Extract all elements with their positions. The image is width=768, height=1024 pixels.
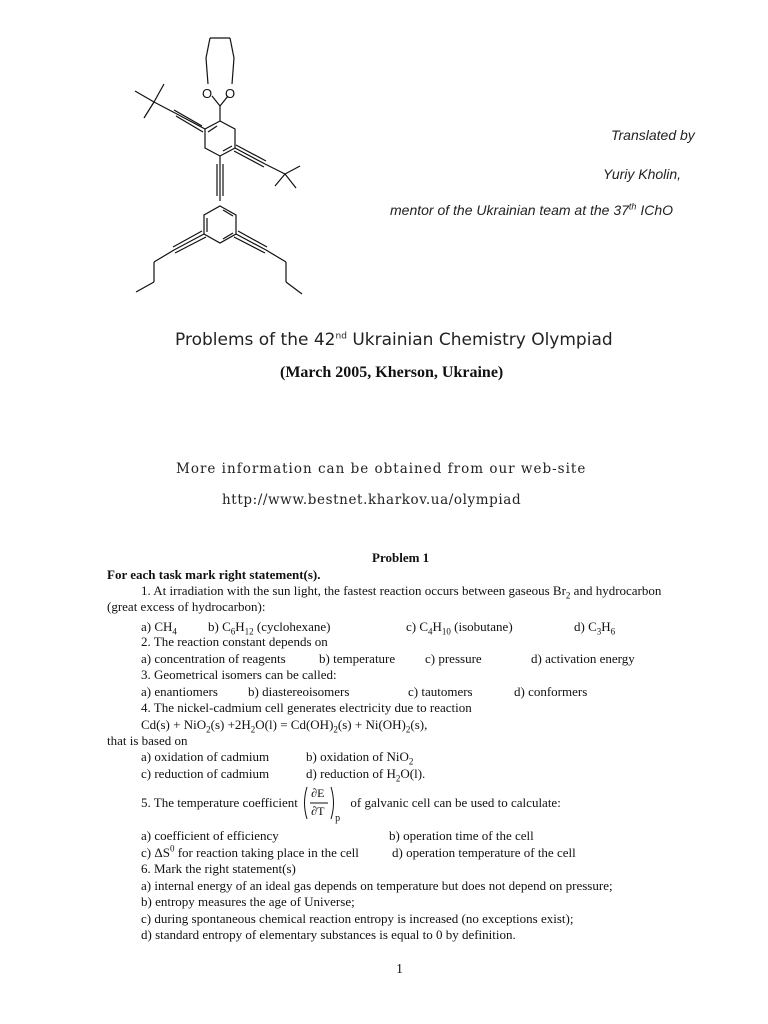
q1-option-b[interactable]: b) $C_6H_{12}$ (cyclohexane) <box>208 619 331 637</box>
website-url[interactable]: http://www.bestnet.kharkov.ua/olympiad <box>222 492 522 508</box>
page-subtitle: (March 2005, Kherson, Ukraine) <box>280 364 504 381</box>
q1-option-a[interactable]: a) $CH_4$ <box>141 619 177 637</box>
q3-option-d[interactable]: d) conformers <box>514 684 588 699</box>
page-number: 1 <box>396 962 403 977</box>
problem-instruction: For each task mark right statement(s). <box>107 567 321 582</box>
q3-stem: 3. Geometrical isomers can be called: <box>141 667 337 682</box>
q4-option-d[interactable]: d) reduction of $H_2O(l)$. <box>306 766 426 784</box>
page-title: Problems of the 42nd Ukrainian Chemistry Olympiad <box>175 330 613 350</box>
q5-option-a[interactable]: a) coefficient of efficiency <box>141 828 279 843</box>
q5-option-d[interactable]: d) operation temperature of the cell <box>392 845 576 860</box>
mentor-line: mentor of the Ukrainian team at the 37th IChO <box>390 201 674 218</box>
q3-option-a[interactable]: a) enantiomers <box>141 684 218 699</box>
q1-option-c[interactable]: c) $C_4H_{10}$ (isobutane) <box>406 619 513 637</box>
q6-option-c[interactable]: c) during spontaneous chemical reaction entropy is increased (no exceptions exist); <box>141 911 574 926</box>
translated-by-label: Translated by <box>611 127 695 143</box>
q2-option-b[interactable]: b) temperature <box>319 651 396 666</box>
molecule-structure-diagram <box>130 36 320 306</box>
more-info-text: More information can be obtained from our web-site <box>176 461 587 477</box>
q5-option-b[interactable]: b) operation time of the cell <box>389 828 534 843</box>
q1-stem: 1. At irradiation with the sun light, the fastest reaction occurs between gaseous $Br_2$ and hydrocarbon <box>141 583 662 601</box>
q3-option-b[interactable]: b) diastereoisomers <box>248 684 350 699</box>
q2-stem: 2. The reaction constant depends on <box>141 634 328 649</box>
oxygen-atom-label-2: O <box>225 86 236 101</box>
q3-option-c[interactable]: c) tautomers <box>408 684 473 699</box>
q6-option-b[interactable]: b) entropy measures the age of Universe; <box>141 894 355 909</box>
q4-based-on: that is based on <box>107 733 188 748</box>
q6-option-a[interactable]: a) internal energy of an ideal gas depends on temperature but does not depend on pressure; <box>141 878 613 893</box>
oxygen-atom-label-1: O <box>202 86 213 101</box>
q4-stem: 4. The nickel-cadmium cell generates electricity due to reaction <box>141 700 472 715</box>
translator-name: Yuriy Kholin, <box>603 166 682 182</box>
partial-derivative-fraction: ∂E ∂T p <box>301 785 341 821</box>
q4-option-c[interactable]: c) reduction of cadmium <box>141 766 270 781</box>
problem-heading: Problem 1 <box>372 550 430 565</box>
q2-option-c[interactable]: c) pressure <box>425 651 482 666</box>
q4-option-b[interactable]: b) oxidation of NiO$_2$ <box>306 749 414 767</box>
q1-option-d[interactable]: d) $C_3H_6$ <box>574 619 616 637</box>
q6-option-d[interactable]: d) standard entropy of elementary substances is equal to 0 by definition. <box>141 927 516 942</box>
q5-stem: 5. The temperature coefficient ∂E ∂T p of galvanic cell can be used to calculate: <box>141 786 561 824</box>
q2-option-a[interactable]: a) concentration of reagents <box>141 651 286 666</box>
q4-option-a[interactable]: a) oxidation of cadmium <box>141 749 270 764</box>
q5-option-c[interactable]: c) $\Delta S^0$ for reaction taking place in the cell <box>141 843 359 860</box>
q2-option-d[interactable]: d) activation energy <box>531 651 635 666</box>
q6-stem: 6. Mark the right statement(s) <box>141 861 296 876</box>
q4-equation: $Cd(s) + NiO_2(s) +2H_2O(l) = Cd(OH)_2(s) + Ni(OH)_2(s)$, <box>141 717 428 735</box>
q1-stem-cont: (great excess of hydrocarbon): <box>107 599 266 614</box>
